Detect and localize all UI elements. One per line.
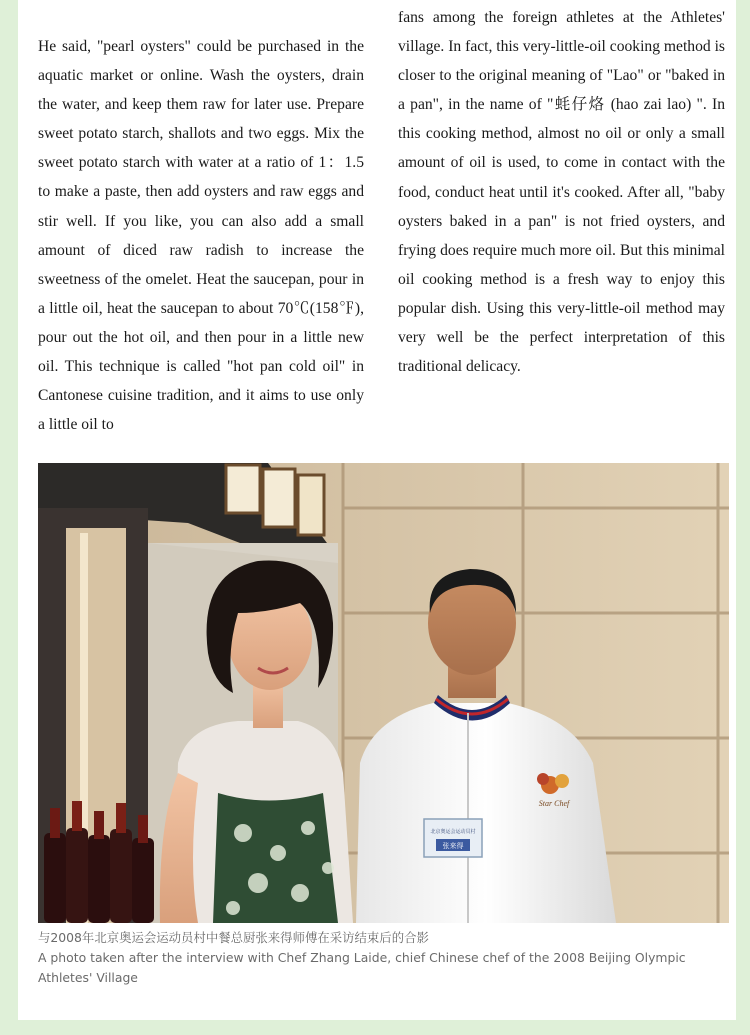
photo-caption xyxy=(38,928,728,988)
article-right-column: fans among the foreign athletes at the Athletes' village. In fact, this very-little-oil cooking method is closer to the original meaning of "Lao" or "baked in a pan", in the name of "蚝仔烙 (hao zai lao) ". In this cooking method, almost no oil or only a small amount of oil is used, to come in contact with the food, conduct heat until it's cooked. After all, "baby oysters baked in a pan" is not fried oysters, and frying does require much more oil. But this minimal oil cooking method is a fresh way to enjoy this popular dish. Using this very-little-oil method may very well be the perfect interpretation of this traditional delicacy. xyxy=(398,9,725,376)
interview-photo-illustration xyxy=(38,463,729,923)
badge-title: 北京奥运会运动员村 xyxy=(430,829,476,835)
badge-name: 张来得 xyxy=(442,842,464,850)
caption-english: A photo taken after the interview with Chef Zhang Laide, chief Chinese chef of the 2008 Beijing Olympic Athletes' Village xyxy=(38,950,686,985)
magazine-page xyxy=(18,0,736,1020)
interview-photo xyxy=(38,463,729,923)
caption-chinese: 与2008年北京奥运会运动员村中餐总厨张来得师傅在采访结束后的合影 xyxy=(38,930,429,945)
article-left-column: He said, "pearl oysters" could be purchased in the aquatic market or online. Wash the oysters, drain the water, and keep them raw for later use. Prepare sweet potato starch, shallots and two eggs. Mix the sweet potato starch with water at a ratio of 1：1.5 to make a paste, then add oysters and raw eggs and stir well. If you like, you can also add a small amount of diced raw radish to increase the sweetness of the omelet. Heat the saucepan, pour in a little oil, heat the saucepan to about 70℃(158℉), pour out the hot oil, and then pour in a little new oil. This technique is called "hot pan cold oil" in Cantonese cuisine tradition, and it aims to use only a little oil to xyxy=(38,38,364,434)
chef-logo-text: Star Chef xyxy=(538,799,570,808)
